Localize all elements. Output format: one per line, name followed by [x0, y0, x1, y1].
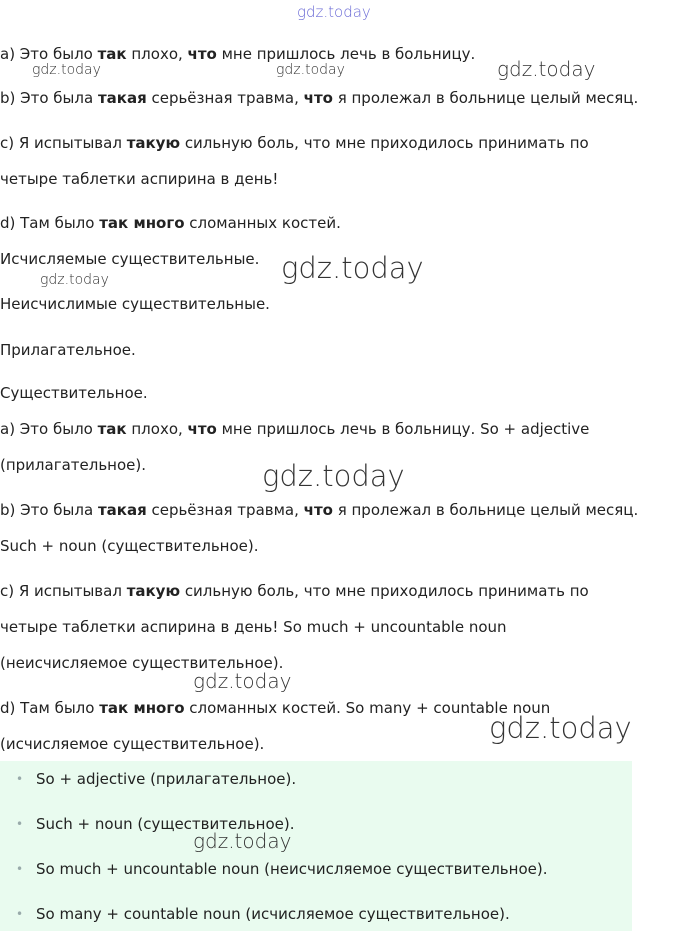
bullet-icon: • — [16, 817, 24, 831]
watermark: gdz.today — [262, 459, 405, 493]
explain-c: c) Я испытывал такую сильную боль, что мне приходилось принимать по — [0, 582, 589, 600]
sentence-d: d) Там было так много сломанных костей. — [0, 214, 341, 232]
watermark: gdz.today — [193, 669, 292, 693]
bullet-icon: • — [16, 862, 24, 876]
explain-a: a) Это было так плохо, что мне пришлось лечь в больницу. So + adjective — [0, 420, 590, 438]
watermark: gdz.today — [281, 251, 424, 285]
explain-b: b) Это была такая серьёзная травма, что я пролежал в больнице целый месяц. — [0, 501, 639, 519]
explain-d-line2: (исчисляемое существительное). — [0, 735, 265, 753]
watermark: gdz.today — [193, 829, 292, 853]
watermark: gdz.today — [497, 57, 596, 81]
watermark: gdz.today — [489, 711, 632, 745]
summary-item: So + adjective (прилагательное). — [36, 770, 297, 788]
watermark-top: gdz.today — [297, 3, 371, 21]
answer-countable: Исчисляемые существительные. — [0, 250, 260, 268]
sentence-b: b) Это была такая серьёзная травма, что я пролежал в больнице целый месяц. — [0, 89, 639, 107]
summary-item: So many + countable noun (исчисляемое существительное). — [36, 905, 510, 923]
watermark: gdz.today — [40, 272, 109, 288]
explain-d: d) Там было так много сломанных костей. So many + countable noun — [0, 699, 551, 717]
bullet-icon: • — [16, 907, 24, 921]
sentence-a: a) Это было так плохо, что мне пришлось лечь в больницу. — [0, 45, 476, 63]
summary-item: So much + uncountable noun (неисчисляемое существительное). — [36, 860, 548, 878]
answer-uncountable: Неисчислимые существительные. — [0, 295, 270, 313]
answer-adjective: Прилагательное. — [0, 341, 136, 359]
bullet-icon: • — [16, 772, 24, 786]
summary-item: Such + noun (существительное). — [36, 815, 295, 833]
explain-c-line3: (неисчисляемое существительное). — [0, 654, 284, 672]
explain-c-line2: четыре таблетки аспирина в день! So much + uncountable noun — [0, 618, 507, 636]
sentence-c: c) Я испытывал такую сильную боль, что мне приходилось принимать по — [0, 134, 589, 152]
answer-noun: Существительное. — [0, 384, 148, 402]
watermark: gdz.today — [276, 62, 345, 78]
explain-a-line2: (прилагательное). — [0, 456, 147, 474]
sentence-c-line2: четыре таблетки аспирина в день! — [0, 170, 279, 188]
explain-b-line2: Such + noun (существительное). — [0, 537, 259, 555]
watermark: gdz.today — [32, 62, 101, 78]
